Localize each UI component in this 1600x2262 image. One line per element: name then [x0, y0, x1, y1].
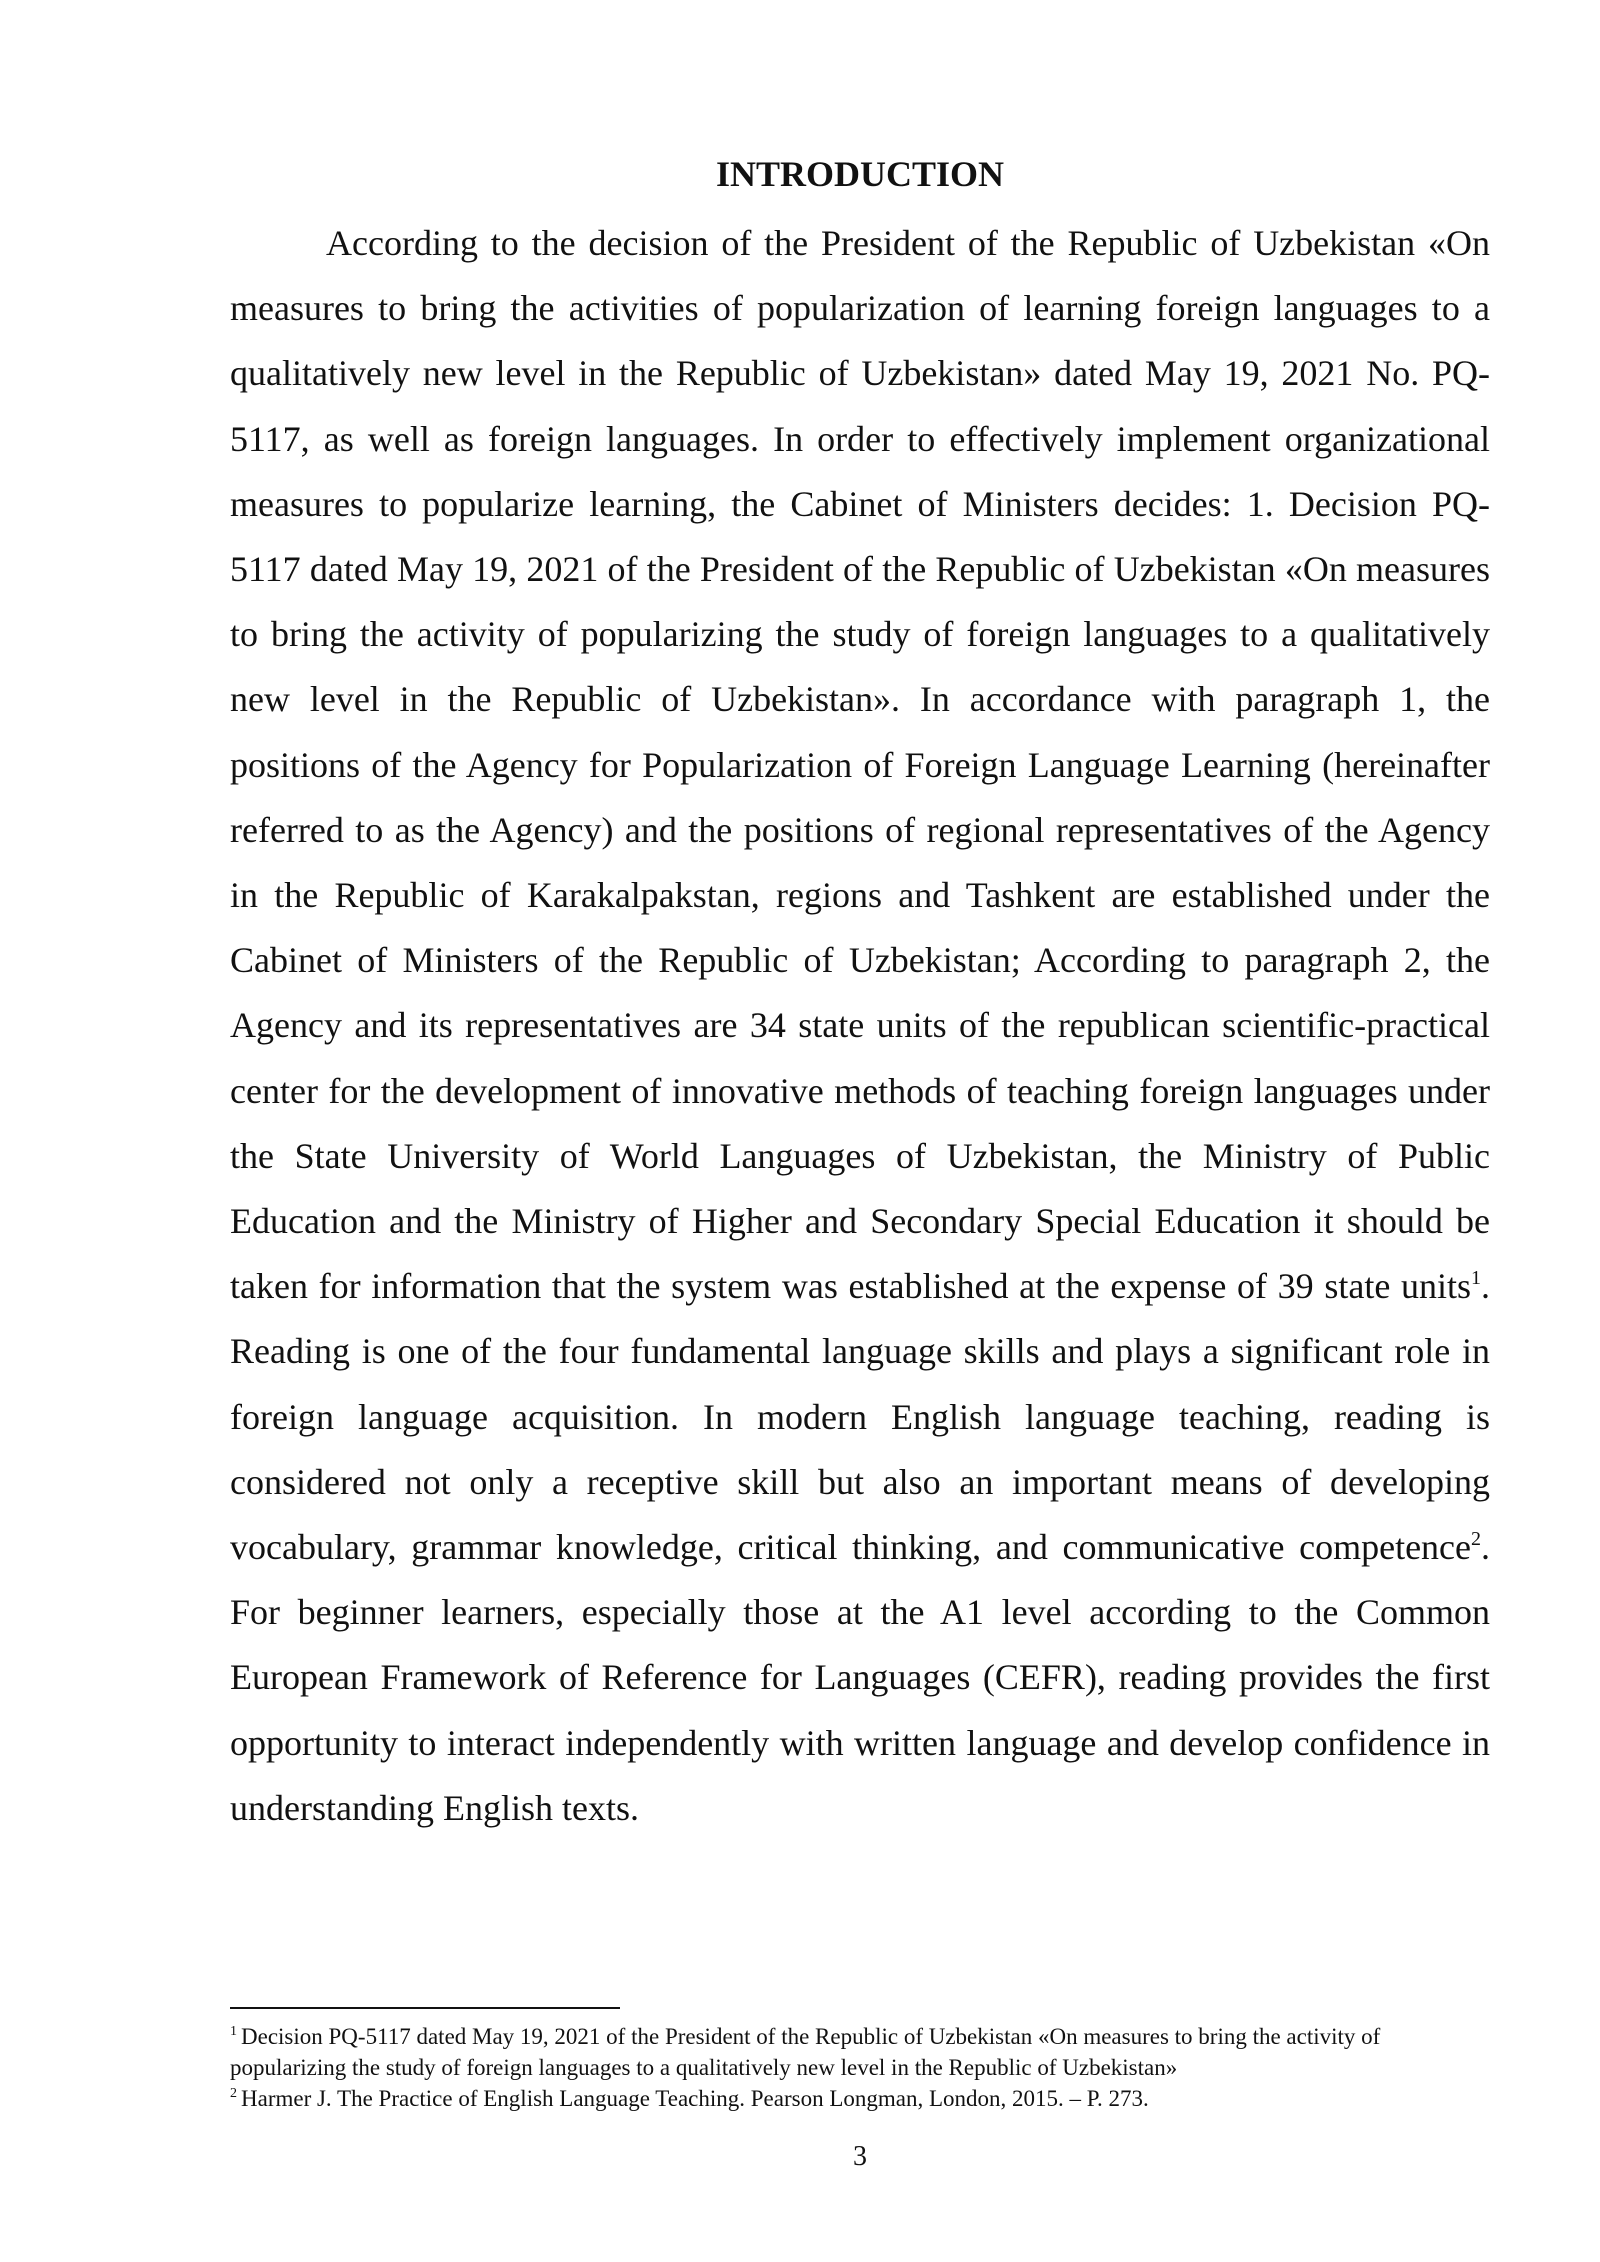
footnote-2: [230, 2083, 1490, 2114]
footnote-marker-1: 1: [230, 2024, 237, 2039]
footnote-1: [230, 2021, 1490, 2083]
footnote-separator: [230, 2007, 620, 2009]
paragraph-text-part-3: . For beginner learners, especially those at the A1 level according to the Common European Framework of Reference for Languages (CEFR), reading provides the first opportunity to interact independently with written language and develop confidence in understanding English texts.: [230, 1527, 1490, 1828]
page-number: 3: [853, 2141, 867, 2172]
page-heading: INTRODUCTION: [715, 154, 1005, 194]
paragraph-text-part-2: . Reading is one of the four fundamental language skills and plays a significant role in foreign language acquisition. In modern English language teaching, reading is considered not only a receptive skill but also an important means of developing vocabulary, grammar knowledge, critical thinking, and communicative competence: [230, 1266, 1490, 1568]
footnote-text-2: Harmer J. The Practice of English Language Teaching. Pearson Longman, London, 2015. – P. 273.: [241, 2086, 1149, 2111]
footnote-text-1: Decision PQ-5117 dated May 19, 2021 of the President of the Republic of Uzbekistan «On measures to bring the activity of popularizing the study of foreign languages to a qualitatively new level in the Republic of Uzbekistan»: [230, 2024, 1381, 2080]
footnote-marker-2: 2: [230, 2086, 237, 2101]
footnotes-section: [230, 2021, 1490, 2114]
footnote-reference-2[interactable]: 2: [1471, 1528, 1481, 1551]
footnote-reference-1[interactable]: 1: [1471, 1267, 1481, 1290]
body-paragraph: [230, 211, 1490, 1841]
paragraph-text-part-1: According to the decision of the President of the Republic of Uzbekistan «On measures to bring the activities of popularization of learning foreign languages to a qualitatively new level in the Republic of Uzbekistan» dated May 19, 2021 No. PQ-5117, as well as foreign languages. In order to effectively implement organizational measures to popularize learning, the Cabinet of Ministers decides: 1. Decision PQ-5117 dated May 19, 2021 of the President of the Republic of Uzbekistan «On measures to bring the activity of popularizing the study of foreign languages to a qualitatively new level in the Republic of Uzbekistan». In accordance with paragraph 1, the positions of the Agency for Popularization of Foreign Language Learning (hereinafter referred to as the Agency) and the positions of regional representatives of the Agency in the Republic of Karakalpakstan, regions and Tashkent are established under the Cabinet of Ministers of the Republic of Uzbekistan; According to paragraph 2, the Agency and its representatives are 34 state units of the republican scientific-practical center for the development of innovative methods of teaching foreign languages under the State University of World Languages of Uzbekistan, the Ministry of Public Education and the Ministry of Higher and Secondary Special Education it should be taken for information that the system was established at the expense of 39 state units: [230, 223, 1490, 1307]
